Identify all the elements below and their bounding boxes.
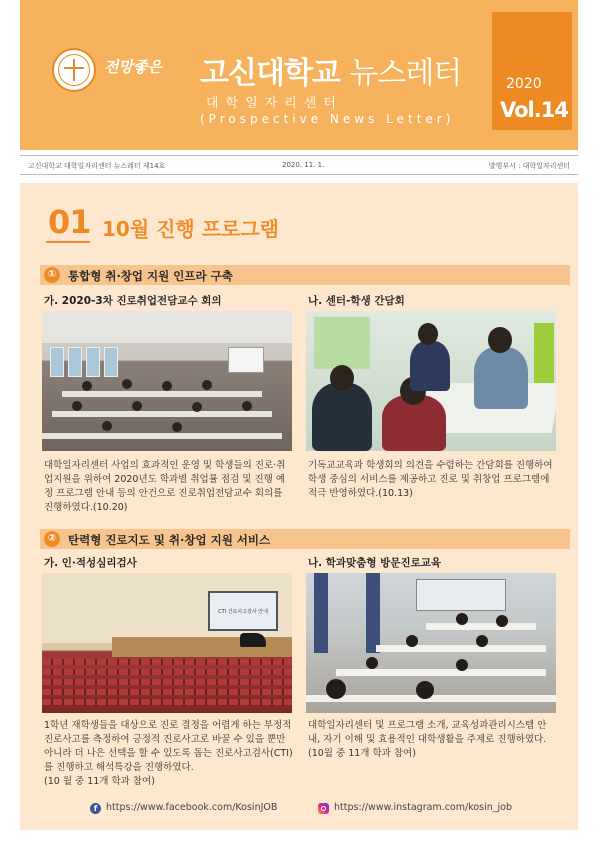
subsection-title: 탄력형 진로지도 및 취·창업 지원 서비스 (68, 533, 271, 547)
classroom-photo (306, 573, 556, 713)
section-number-underline (46, 241, 90, 243)
auditorium-photo (42, 573, 292, 713)
issue-year: 2020 (506, 76, 542, 92)
newsletter-subtitle: (Prospective News Letter) (200, 112, 455, 126)
facebook-icon: f (90, 803, 101, 814)
facebook-link[interactable]: https://www.facebook.com/KosinJOB (106, 802, 278, 813)
student-meeting-photo (306, 311, 556, 451)
subsection-header (40, 265, 570, 285)
slogan: 전망좋은 (104, 58, 162, 76)
item-note: (10 월 중 11개 학과 참여) (44, 776, 155, 787)
publisher: 발행부서 : 대학일자리센터 (488, 162, 570, 170)
item-description: 대학일자리센터 사업의 효과적인 운영 및 학생들의 진로·취업지원을 위하여 2020년도 학과별 취업률 점검 및 진행 예정 프로그램 안내 등의 안건으로 진로취업전담교수 회의를 진행하였다.(10.20) (44, 460, 286, 513)
newsletter-title (200, 48, 461, 92)
subsection-title: 통합형 취·창업 지원 인프라 구축 (68, 269, 233, 283)
item-title: 나. 센터-학생 간담회 (308, 295, 405, 307)
item-description: 기독교교육과 학생회의 의견을 수렴하는 간담회를 진행하여 학생 중심의 서비스를 제공하고 진로 및 취창업 프로그램에 적극 반영하였다.(10.13) (308, 460, 553, 499)
volume-box (492, 12, 572, 130)
center-name: 대학일자리센터 (206, 96, 343, 111)
item-title: 나. 학과맞춤형 방문진로교육 (308, 557, 442, 569)
masthead (20, 0, 578, 150)
subsection-marker: ② (44, 531, 60, 547)
section-title: 10월 진행 프로그램 (102, 217, 279, 241)
title-newsletter: 뉴스레터 (349, 56, 462, 91)
item-title: 가. 2020-3차 진로취업전담교수 회의 (44, 295, 222, 307)
item-title: 가. 인·적성심리검사 (44, 557, 137, 569)
subsection-header (40, 529, 570, 549)
title-university: 고신대학교 (200, 56, 340, 91)
instagram-icon (318, 803, 329, 814)
section-number: 01 (48, 203, 91, 241)
content-panel (20, 183, 578, 830)
issue-date: 2020. 11. 1. (282, 161, 325, 169)
item-description: 1학년 재학생들을 대상으로 진로 결정을 어렵게 하는 부정적 진로사고를 측정하여 긍정적 진로사고로 바꿀 수 있을 뿐만 아니라 더 나은 선택을 할 수 있도록 돕는 진로사고검사(CTI)를 진행하고 해석특강을 진행하였다. (44, 720, 293, 773)
faculty-meeting-photo (42, 311, 292, 451)
issue-label: 고신대학교 대학일자리센터 뉴스레터 제14호 (28, 162, 166, 170)
item-description: 대학일자리센터 및 프로그램 소개, 교육성과관리시스템 안내, 자기 이해 및 효용적인 대학생활을 주제로 진행하였다.(10월 중 11개 학과 참여) (308, 720, 547, 759)
issue-volume: Vol.14 (500, 98, 568, 122)
university-seal-icon (52, 48, 96, 92)
subsection-marker: ① (44, 267, 60, 283)
screen-text: CTI 진로사고검사 안내 (218, 609, 268, 615)
instagram-link[interactable]: https://www.instagram.com/kosin_job (334, 802, 513, 813)
issue-info-bar (20, 155, 578, 175)
